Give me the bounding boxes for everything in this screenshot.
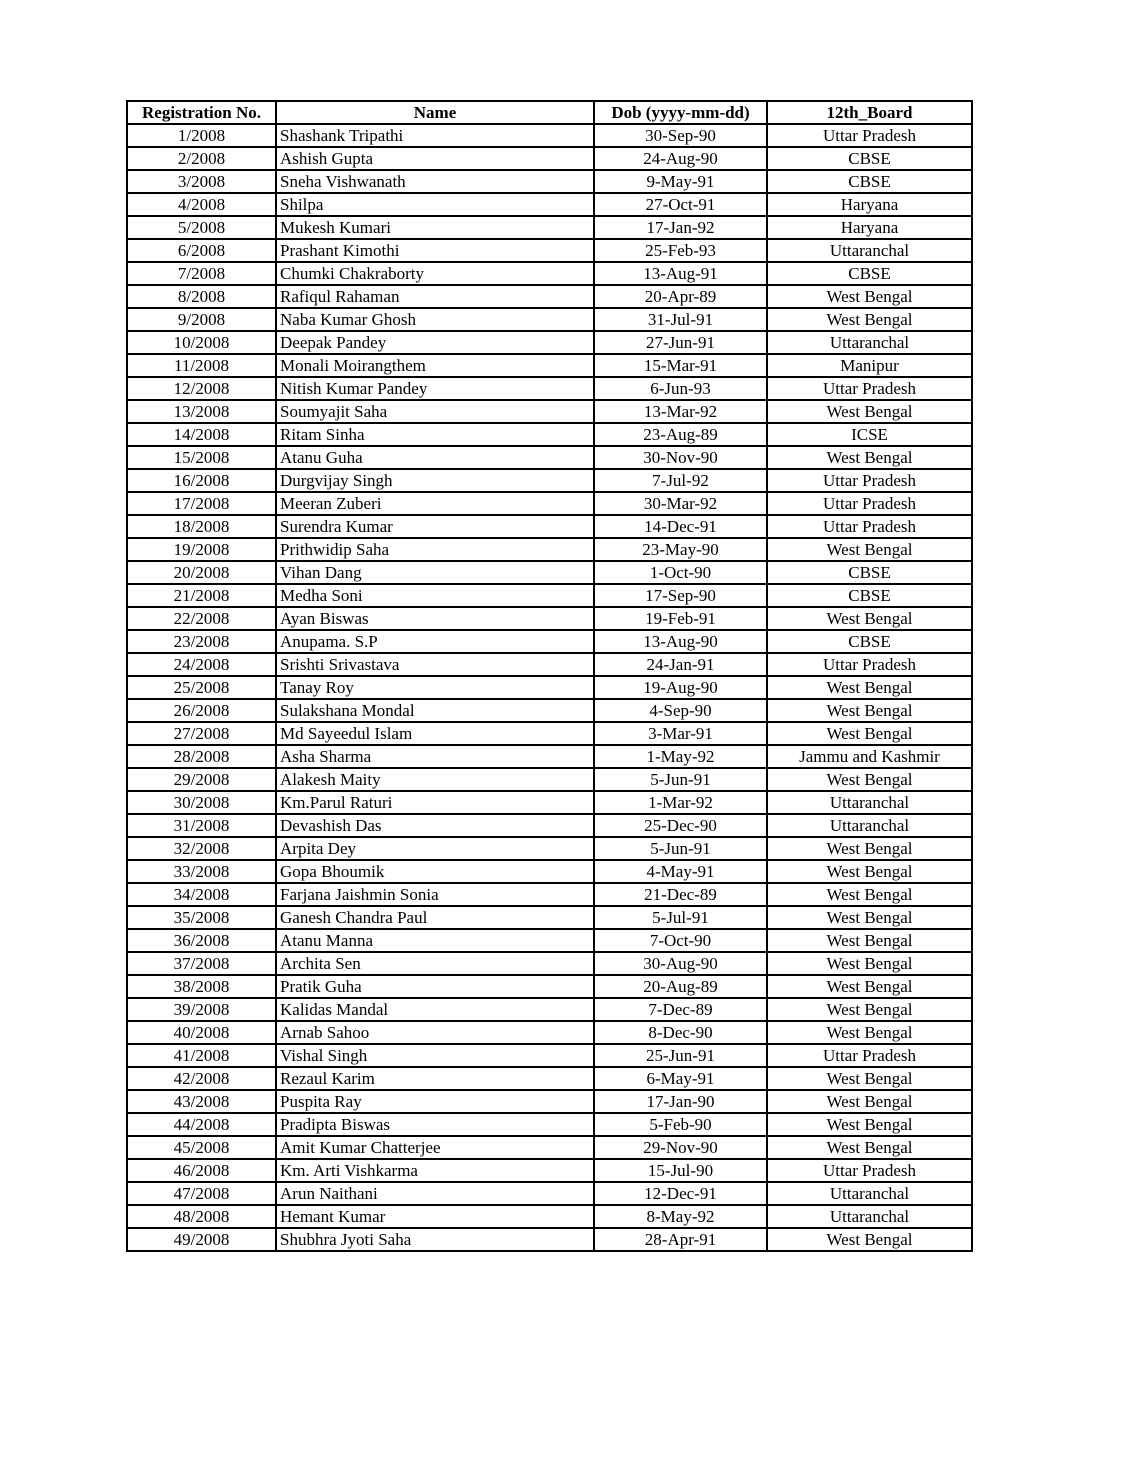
cell-name: Medha Soni bbox=[276, 584, 594, 607]
table-row bbox=[127, 1228, 972, 1251]
cell-name: Ganesh Chandra Paul bbox=[276, 906, 594, 929]
cell-name: Atanu Manna bbox=[276, 929, 594, 952]
table-row bbox=[127, 469, 972, 492]
cell-name: Surendra Kumar bbox=[276, 515, 594, 538]
cell-name: Chumki Chakraborty bbox=[276, 262, 594, 285]
cell-dob: 17-Jan-90 bbox=[594, 1090, 767, 1113]
cell-12th-board: Uttaranchal bbox=[767, 791, 972, 814]
table-row bbox=[127, 699, 972, 722]
cell-12th-board: Manipur bbox=[767, 354, 972, 377]
table-row bbox=[127, 883, 972, 906]
cell-dob: 23-May-90 bbox=[594, 538, 767, 561]
registration-table bbox=[126, 100, 973, 1252]
cell-registration-no: 36/2008 bbox=[127, 929, 276, 952]
cell-registration-no: 18/2008 bbox=[127, 515, 276, 538]
cell-registration-no: 34/2008 bbox=[127, 883, 276, 906]
cell-12th-board: West Bengal bbox=[767, 1113, 972, 1136]
cell-name: Farjana Jaishmin Sonia bbox=[276, 883, 594, 906]
table-row bbox=[127, 492, 972, 515]
cell-registration-no: 5/2008 bbox=[127, 216, 276, 239]
cell-12th-board: West Bengal bbox=[767, 699, 972, 722]
cell-name: Sulakshana Mondal bbox=[276, 699, 594, 722]
cell-name: Prashant Kimothi bbox=[276, 239, 594, 262]
cell-name: Asha Sharma bbox=[276, 745, 594, 768]
cell-registration-no: 45/2008 bbox=[127, 1136, 276, 1159]
cell-registration-no: 4/2008 bbox=[127, 193, 276, 216]
cell-dob: 25-Jun-91 bbox=[594, 1044, 767, 1067]
cell-registration-no: 49/2008 bbox=[127, 1228, 276, 1251]
cell-name: Anupama. S.P bbox=[276, 630, 594, 653]
header-12th-board: 12th_Board bbox=[767, 101, 972, 124]
cell-12th-board: West Bengal bbox=[767, 400, 972, 423]
cell-dob: 3-Mar-91 bbox=[594, 722, 767, 745]
cell-12th-board: Uttar Pradesh bbox=[767, 124, 972, 147]
cell-registration-no: 35/2008 bbox=[127, 906, 276, 929]
cell-dob: 6-Jun-93 bbox=[594, 377, 767, 400]
cell-12th-board: West Bengal bbox=[767, 975, 972, 998]
cell-dob: 17-Jan-92 bbox=[594, 216, 767, 239]
cell-12th-board: Uttar Pradesh bbox=[767, 515, 972, 538]
cell-12th-board: Uttaranchal bbox=[767, 1182, 972, 1205]
cell-registration-no: 37/2008 bbox=[127, 952, 276, 975]
cell-registration-no: 39/2008 bbox=[127, 998, 276, 1021]
cell-12th-board: CBSE bbox=[767, 561, 972, 584]
cell-name: Ayan Biswas bbox=[276, 607, 594, 630]
cell-registration-no: 24/2008 bbox=[127, 653, 276, 676]
cell-12th-board: West Bengal bbox=[767, 1228, 972, 1251]
cell-dob: 30-Sep-90 bbox=[594, 124, 767, 147]
cell-dob: 5-Jun-91 bbox=[594, 837, 767, 860]
cell-registration-no: 32/2008 bbox=[127, 837, 276, 860]
cell-name: Hemant Kumar bbox=[276, 1205, 594, 1228]
cell-12th-board: Uttar Pradesh bbox=[767, 469, 972, 492]
cell-12th-board: West Bengal bbox=[767, 446, 972, 469]
cell-registration-no: 47/2008 bbox=[127, 1182, 276, 1205]
cell-registration-no: 3/2008 bbox=[127, 170, 276, 193]
cell-dob: 20-Apr-89 bbox=[594, 285, 767, 308]
cell-dob: 8-May-92 bbox=[594, 1205, 767, 1228]
table-row bbox=[127, 1021, 972, 1044]
cell-registration-no: 13/2008 bbox=[127, 400, 276, 423]
table-row bbox=[127, 400, 972, 423]
cell-dob: 17-Sep-90 bbox=[594, 584, 767, 607]
cell-registration-no: 42/2008 bbox=[127, 1067, 276, 1090]
cell-dob: 31-Jul-91 bbox=[594, 308, 767, 331]
cell-registration-no: 6/2008 bbox=[127, 239, 276, 262]
header-dob: Dob (yyyy-mm-dd) bbox=[594, 101, 767, 124]
cell-name: Rafiqul Rahaman bbox=[276, 285, 594, 308]
cell-name: Prithwidip Saha bbox=[276, 538, 594, 561]
cell-dob: 5-Feb-90 bbox=[594, 1113, 767, 1136]
table-row bbox=[127, 561, 972, 584]
cell-name: Pratik Guha bbox=[276, 975, 594, 998]
cell-registration-no: 22/2008 bbox=[127, 607, 276, 630]
cell-12th-board: Uttar Pradesh bbox=[767, 377, 972, 400]
cell-name: Sneha Vishwanath bbox=[276, 170, 594, 193]
cell-registration-no: 41/2008 bbox=[127, 1044, 276, 1067]
cell-registration-no: 48/2008 bbox=[127, 1205, 276, 1228]
cell-registration-no: 44/2008 bbox=[127, 1113, 276, 1136]
cell-dob: 30-Aug-90 bbox=[594, 952, 767, 975]
table-row bbox=[127, 285, 972, 308]
cell-name: Amit Kumar Chatterjee bbox=[276, 1136, 594, 1159]
cell-dob: 23-Aug-89 bbox=[594, 423, 767, 446]
cell-registration-no: 33/2008 bbox=[127, 860, 276, 883]
cell-registration-no: 28/2008 bbox=[127, 745, 276, 768]
cell-name: Durgvijay Singh bbox=[276, 469, 594, 492]
cell-dob: 25-Feb-93 bbox=[594, 239, 767, 262]
cell-dob: 15-Mar-91 bbox=[594, 354, 767, 377]
cell-name: Vihan Dang bbox=[276, 561, 594, 584]
cell-12th-board: West Bengal bbox=[767, 1067, 972, 1090]
table-row bbox=[127, 837, 972, 860]
cell-12th-board: West Bengal bbox=[767, 1136, 972, 1159]
cell-registration-no: 17/2008 bbox=[127, 492, 276, 515]
cell-12th-board: West Bengal bbox=[767, 883, 972, 906]
cell-name: Devashish Das bbox=[276, 814, 594, 837]
cell-12th-board: Uttar Pradesh bbox=[767, 492, 972, 515]
cell-name: Meeran Zuberi bbox=[276, 492, 594, 515]
table-row bbox=[127, 216, 972, 239]
cell-name: Ritam Sinha bbox=[276, 423, 594, 446]
table-row bbox=[127, 1136, 972, 1159]
cell-registration-no: 31/2008 bbox=[127, 814, 276, 837]
table-row bbox=[127, 262, 972, 285]
cell-dob: 20-Aug-89 bbox=[594, 975, 767, 998]
cell-name: Soumyajit Saha bbox=[276, 400, 594, 423]
cell-name: Gopa Bhoumik bbox=[276, 860, 594, 883]
table-row bbox=[127, 630, 972, 653]
header-registration-no: Registration No. bbox=[127, 101, 276, 124]
cell-name: Srishti Srivastava bbox=[276, 653, 594, 676]
cell-12th-board: Haryana bbox=[767, 216, 972, 239]
cell-12th-board: CBSE bbox=[767, 147, 972, 170]
cell-name: Nitish Kumar Pandey bbox=[276, 377, 594, 400]
cell-registration-no: 11/2008 bbox=[127, 354, 276, 377]
table-row bbox=[127, 331, 972, 354]
cell-12th-board: Uttar Pradesh bbox=[767, 1159, 972, 1182]
cell-12th-board: West Bengal bbox=[767, 676, 972, 699]
cell-registration-no: 26/2008 bbox=[127, 699, 276, 722]
cell-dob: 30-Nov-90 bbox=[594, 446, 767, 469]
cell-12th-board: Jammu and Kashmir bbox=[767, 745, 972, 768]
cell-registration-no: 9/2008 bbox=[127, 308, 276, 331]
cell-dob: 30-Mar-92 bbox=[594, 492, 767, 515]
table-row bbox=[127, 239, 972, 262]
table-row bbox=[127, 1113, 972, 1136]
cell-12th-board: Uttaranchal bbox=[767, 331, 972, 354]
cell-12th-board: Uttar Pradesh bbox=[767, 1044, 972, 1067]
cell-dob: 7-Oct-90 bbox=[594, 929, 767, 952]
table-row bbox=[127, 998, 972, 1021]
table-row bbox=[127, 538, 972, 561]
cell-dob: 27-Oct-91 bbox=[594, 193, 767, 216]
cell-name: Md Sayeedul Islam bbox=[276, 722, 594, 745]
cell-12th-board: West Bengal bbox=[767, 906, 972, 929]
table-row bbox=[127, 446, 972, 469]
cell-name: Alakesh Maity bbox=[276, 768, 594, 791]
cell-12th-board: Uttaranchal bbox=[767, 239, 972, 262]
cell-name: Monali Moirangthem bbox=[276, 354, 594, 377]
cell-name: Km.Parul Raturi bbox=[276, 791, 594, 814]
table-row bbox=[127, 860, 972, 883]
cell-12th-board: CBSE bbox=[767, 170, 972, 193]
cell-dob: 6-May-91 bbox=[594, 1067, 767, 1090]
table-row bbox=[127, 952, 972, 975]
cell-dob: 8-Dec-90 bbox=[594, 1021, 767, 1044]
cell-registration-no: 14/2008 bbox=[127, 423, 276, 446]
cell-name: Rezaul Karim bbox=[276, 1067, 594, 1090]
cell-dob: 14-Dec-91 bbox=[594, 515, 767, 538]
cell-12th-board: West Bengal bbox=[767, 1090, 972, 1113]
cell-registration-no: 1/2008 bbox=[127, 124, 276, 147]
table-row bbox=[127, 308, 972, 331]
cell-12th-board: West Bengal bbox=[767, 1021, 972, 1044]
cell-registration-no: 12/2008 bbox=[127, 377, 276, 400]
cell-registration-no: 19/2008 bbox=[127, 538, 276, 561]
table-row bbox=[127, 929, 972, 952]
cell-dob: 29-Nov-90 bbox=[594, 1136, 767, 1159]
cell-registration-no: 15/2008 bbox=[127, 446, 276, 469]
cell-name: Archita Sen bbox=[276, 952, 594, 975]
table-header-row bbox=[127, 101, 972, 124]
table-row bbox=[127, 170, 972, 193]
table-row bbox=[127, 722, 972, 745]
cell-12th-board: CBSE bbox=[767, 262, 972, 285]
cell-dob: 13-Mar-92 bbox=[594, 400, 767, 423]
table-row bbox=[127, 584, 972, 607]
table-row bbox=[127, 607, 972, 630]
table-row bbox=[127, 515, 972, 538]
cell-name: Ashish Gupta bbox=[276, 147, 594, 170]
cell-registration-no: 29/2008 bbox=[127, 768, 276, 791]
cell-name: Mukesh Kumari bbox=[276, 216, 594, 239]
cell-name: Km. Arti Vishkarma bbox=[276, 1159, 594, 1182]
cell-12th-board: West Bengal bbox=[767, 607, 972, 630]
cell-name: Kalidas Mandal bbox=[276, 998, 594, 1021]
cell-12th-board: West Bengal bbox=[767, 952, 972, 975]
cell-12th-board: West Bengal bbox=[767, 998, 972, 1021]
table-row bbox=[127, 768, 972, 791]
table-row bbox=[127, 1090, 972, 1113]
cell-dob: 5-Jun-91 bbox=[594, 768, 767, 791]
cell-12th-board: Uttar Pradesh bbox=[767, 653, 972, 676]
table-row bbox=[127, 354, 972, 377]
header-name: Name bbox=[276, 101, 594, 124]
table-row bbox=[127, 193, 972, 216]
table-row bbox=[127, 676, 972, 699]
cell-name: Arpita Dey bbox=[276, 837, 594, 860]
cell-12th-board: West Bengal bbox=[767, 929, 972, 952]
cell-12th-board: West Bengal bbox=[767, 538, 972, 561]
cell-dob: 21-Dec-89 bbox=[594, 883, 767, 906]
cell-name: Deepak Pandey bbox=[276, 331, 594, 354]
cell-name: Shubhra Jyoti Saha bbox=[276, 1228, 594, 1251]
cell-12th-board: West Bengal bbox=[767, 860, 972, 883]
cell-name: Naba Kumar Ghosh bbox=[276, 308, 594, 331]
cell-dob: 19-Feb-91 bbox=[594, 607, 767, 630]
cell-12th-board: Uttaranchal bbox=[767, 1205, 972, 1228]
table-row bbox=[127, 1044, 972, 1067]
cell-12th-board: West Bengal bbox=[767, 308, 972, 331]
table-row bbox=[127, 814, 972, 837]
table-row bbox=[127, 1205, 972, 1228]
cell-registration-no: 43/2008 bbox=[127, 1090, 276, 1113]
cell-name: Shashank Tripathi bbox=[276, 124, 594, 147]
cell-name: Pradipta Biswas bbox=[276, 1113, 594, 1136]
table-row bbox=[127, 653, 972, 676]
cell-dob: 1-May-92 bbox=[594, 745, 767, 768]
cell-dob: 12-Dec-91 bbox=[594, 1182, 767, 1205]
cell-registration-no: 8/2008 bbox=[127, 285, 276, 308]
cell-registration-no: 46/2008 bbox=[127, 1159, 276, 1182]
cell-registration-no: 40/2008 bbox=[127, 1021, 276, 1044]
cell-dob: 13-Aug-90 bbox=[594, 630, 767, 653]
cell-name: Arun Naithani bbox=[276, 1182, 594, 1205]
cell-dob: 19-Aug-90 bbox=[594, 676, 767, 699]
cell-dob: 9-May-91 bbox=[594, 170, 767, 193]
cell-name: Vishal Singh bbox=[276, 1044, 594, 1067]
cell-dob: 4-May-91 bbox=[594, 860, 767, 883]
cell-name: Tanay Roy bbox=[276, 676, 594, 699]
cell-12th-board: West Bengal bbox=[767, 722, 972, 745]
table-row bbox=[127, 906, 972, 929]
cell-dob: 7-Jul-92 bbox=[594, 469, 767, 492]
table-row bbox=[127, 1182, 972, 1205]
cell-12th-board: Uttaranchal bbox=[767, 814, 972, 837]
cell-dob: 4-Sep-90 bbox=[594, 699, 767, 722]
cell-name: Puspita Ray bbox=[276, 1090, 594, 1113]
table-row bbox=[127, 1159, 972, 1182]
cell-registration-no: 27/2008 bbox=[127, 722, 276, 745]
table-row bbox=[127, 1067, 972, 1090]
table-row bbox=[127, 745, 972, 768]
table-row bbox=[127, 423, 972, 446]
cell-dob: 13-Aug-91 bbox=[594, 262, 767, 285]
cell-registration-no: 20/2008 bbox=[127, 561, 276, 584]
cell-registration-no: 16/2008 bbox=[127, 469, 276, 492]
cell-registration-no: 25/2008 bbox=[127, 676, 276, 699]
cell-dob: 7-Dec-89 bbox=[594, 998, 767, 1021]
table-body bbox=[127, 124, 972, 1251]
cell-name: Arnab Sahoo bbox=[276, 1021, 594, 1044]
cell-dob: 27-Jun-91 bbox=[594, 331, 767, 354]
cell-dob: 1-Mar-92 bbox=[594, 791, 767, 814]
cell-registration-no: 38/2008 bbox=[127, 975, 276, 998]
cell-registration-no: 2/2008 bbox=[127, 147, 276, 170]
table-row bbox=[127, 791, 972, 814]
cell-12th-board: Haryana bbox=[767, 193, 972, 216]
cell-registration-no: 30/2008 bbox=[127, 791, 276, 814]
cell-registration-no: 10/2008 bbox=[127, 331, 276, 354]
cell-registration-no: 21/2008 bbox=[127, 584, 276, 607]
cell-name: Atanu Guha bbox=[276, 446, 594, 469]
cell-12th-board: West Bengal bbox=[767, 285, 972, 308]
cell-dob: 24-Aug-90 bbox=[594, 147, 767, 170]
cell-dob: 5-Jul-91 bbox=[594, 906, 767, 929]
table-row bbox=[127, 975, 972, 998]
cell-12th-board: ICSE bbox=[767, 423, 972, 446]
cell-dob: 25-Dec-90 bbox=[594, 814, 767, 837]
cell-dob: 15-Jul-90 bbox=[594, 1159, 767, 1182]
cell-dob: 24-Jan-91 bbox=[594, 653, 767, 676]
table-row bbox=[127, 147, 972, 170]
cell-12th-board: CBSE bbox=[767, 584, 972, 607]
cell-dob: 1-Oct-90 bbox=[594, 561, 767, 584]
cell-registration-no: 23/2008 bbox=[127, 630, 276, 653]
cell-12th-board: CBSE bbox=[767, 630, 972, 653]
table-row bbox=[127, 124, 972, 147]
cell-name: Shilpa bbox=[276, 193, 594, 216]
table-row bbox=[127, 377, 972, 400]
cell-12th-board: West Bengal bbox=[767, 837, 972, 860]
cell-registration-no: 7/2008 bbox=[127, 262, 276, 285]
cell-12th-board: West Bengal bbox=[767, 768, 972, 791]
cell-dob: 28-Apr-91 bbox=[594, 1228, 767, 1251]
